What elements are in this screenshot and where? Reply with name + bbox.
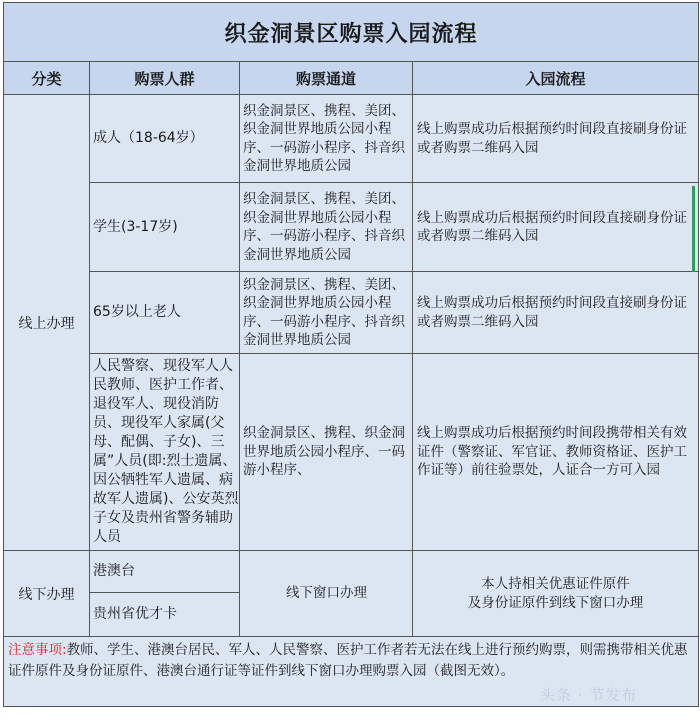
process-cell: 线上购票成功后根据预约时间段携带相关有效证件（警察证、军官证、教师资格证、医护工作证等）前往验票处，人证合一方可入园 <box>413 354 699 551</box>
notice-label: 注意事项: <box>8 642 67 658</box>
process-line: 本人持相关优惠证件原件 <box>481 576 630 592</box>
process-cell <box>413 551 699 637</box>
channel-cell: 织金洞景区、携程、美团、织金洞世界地质公园小程序、一码游小程序、抖音织金洞世界地质公园 <box>240 183 413 272</box>
channel-cell: 织金洞景区、携程、美团、织金洞世界地质公园小程序、一码游小程序、抖音织金洞世界地质公园 <box>240 95 413 183</box>
process-cell: 线上购票成功后根据预约时间段直接刷身份证或者购票二维码入园 <box>413 272 699 354</box>
category-online: 线上办理 <box>4 95 90 551</box>
ticket-process-table <box>3 2 699 707</box>
group-cell: 贵州省优才卡 <box>90 593 240 637</box>
page-title: 织金洞景区购票入园流程 <box>4 3 699 62</box>
table-row <box>4 551 699 593</box>
table-row <box>4 354 699 551</box>
ticket-process-sheet <box>3 2 698 716</box>
cell-highlight-marker <box>692 186 695 272</box>
process-cell: 线上购票成功后根据预约时间段直接刷身份证或者购票二维码入园 <box>413 183 699 272</box>
group-cell: 学生(3-17岁) <box>90 183 240 272</box>
category-offline: 线下办理 <box>4 551 90 637</box>
header-process: 入园流程 <box>413 62 699 95</box>
table-row <box>4 183 699 272</box>
channel-cell: 织金洞景区、携程、织金洞世界地质公园小程序、一码游小程序、 <box>240 354 413 551</box>
channel-cell: 线下窗口办理 <box>240 551 413 637</box>
group-cell: 成人（18-64岁） <box>90 95 240 183</box>
header-category: 分类 <box>4 62 90 95</box>
table-row <box>4 272 699 354</box>
table-row <box>4 95 699 183</box>
process-line: 及身份证原件到线下窗口办理 <box>467 594 644 611</box>
header-row <box>4 62 699 95</box>
group-cell: 港澳台 <box>90 551 240 593</box>
channel-cell: 织金洞景区、携程、美团、织金洞世界地质公园小程序、一码游小程序、抖音织金洞世界地质公园 <box>240 272 413 354</box>
notice-text: 教师、学生、港澳台居民、军人、人民警察、医护工作者若无法在线上进行预约购票，则需携带相关优惠证件原件及身份证原件、港澳台通行证等证件到线下窗口办理购票入园（截图无效）。 <box>8 642 688 679</box>
group-cell: 人民警察、现役军人人民教师、医护工作者、退役军人、现役消防员、现役军人家属(父母、配偶、子女)、三属”人员(即:烈士遗属、因公牺牲军人遗属、病故军人遗属)、公安英烈子女及贵州省警务辅助人员 <box>90 354 240 551</box>
header-channel: 购票通道 <box>240 62 413 95</box>
header-group: 购票人群 <box>90 62 240 95</box>
group-cell: 65岁以上老人 <box>90 272 240 354</box>
process-cell: 线上购票成功后根据预约时间段直接刷身份证或者购票二维码入园 <box>413 95 699 183</box>
watermark: 头条 · 节发布 <box>540 686 638 704</box>
